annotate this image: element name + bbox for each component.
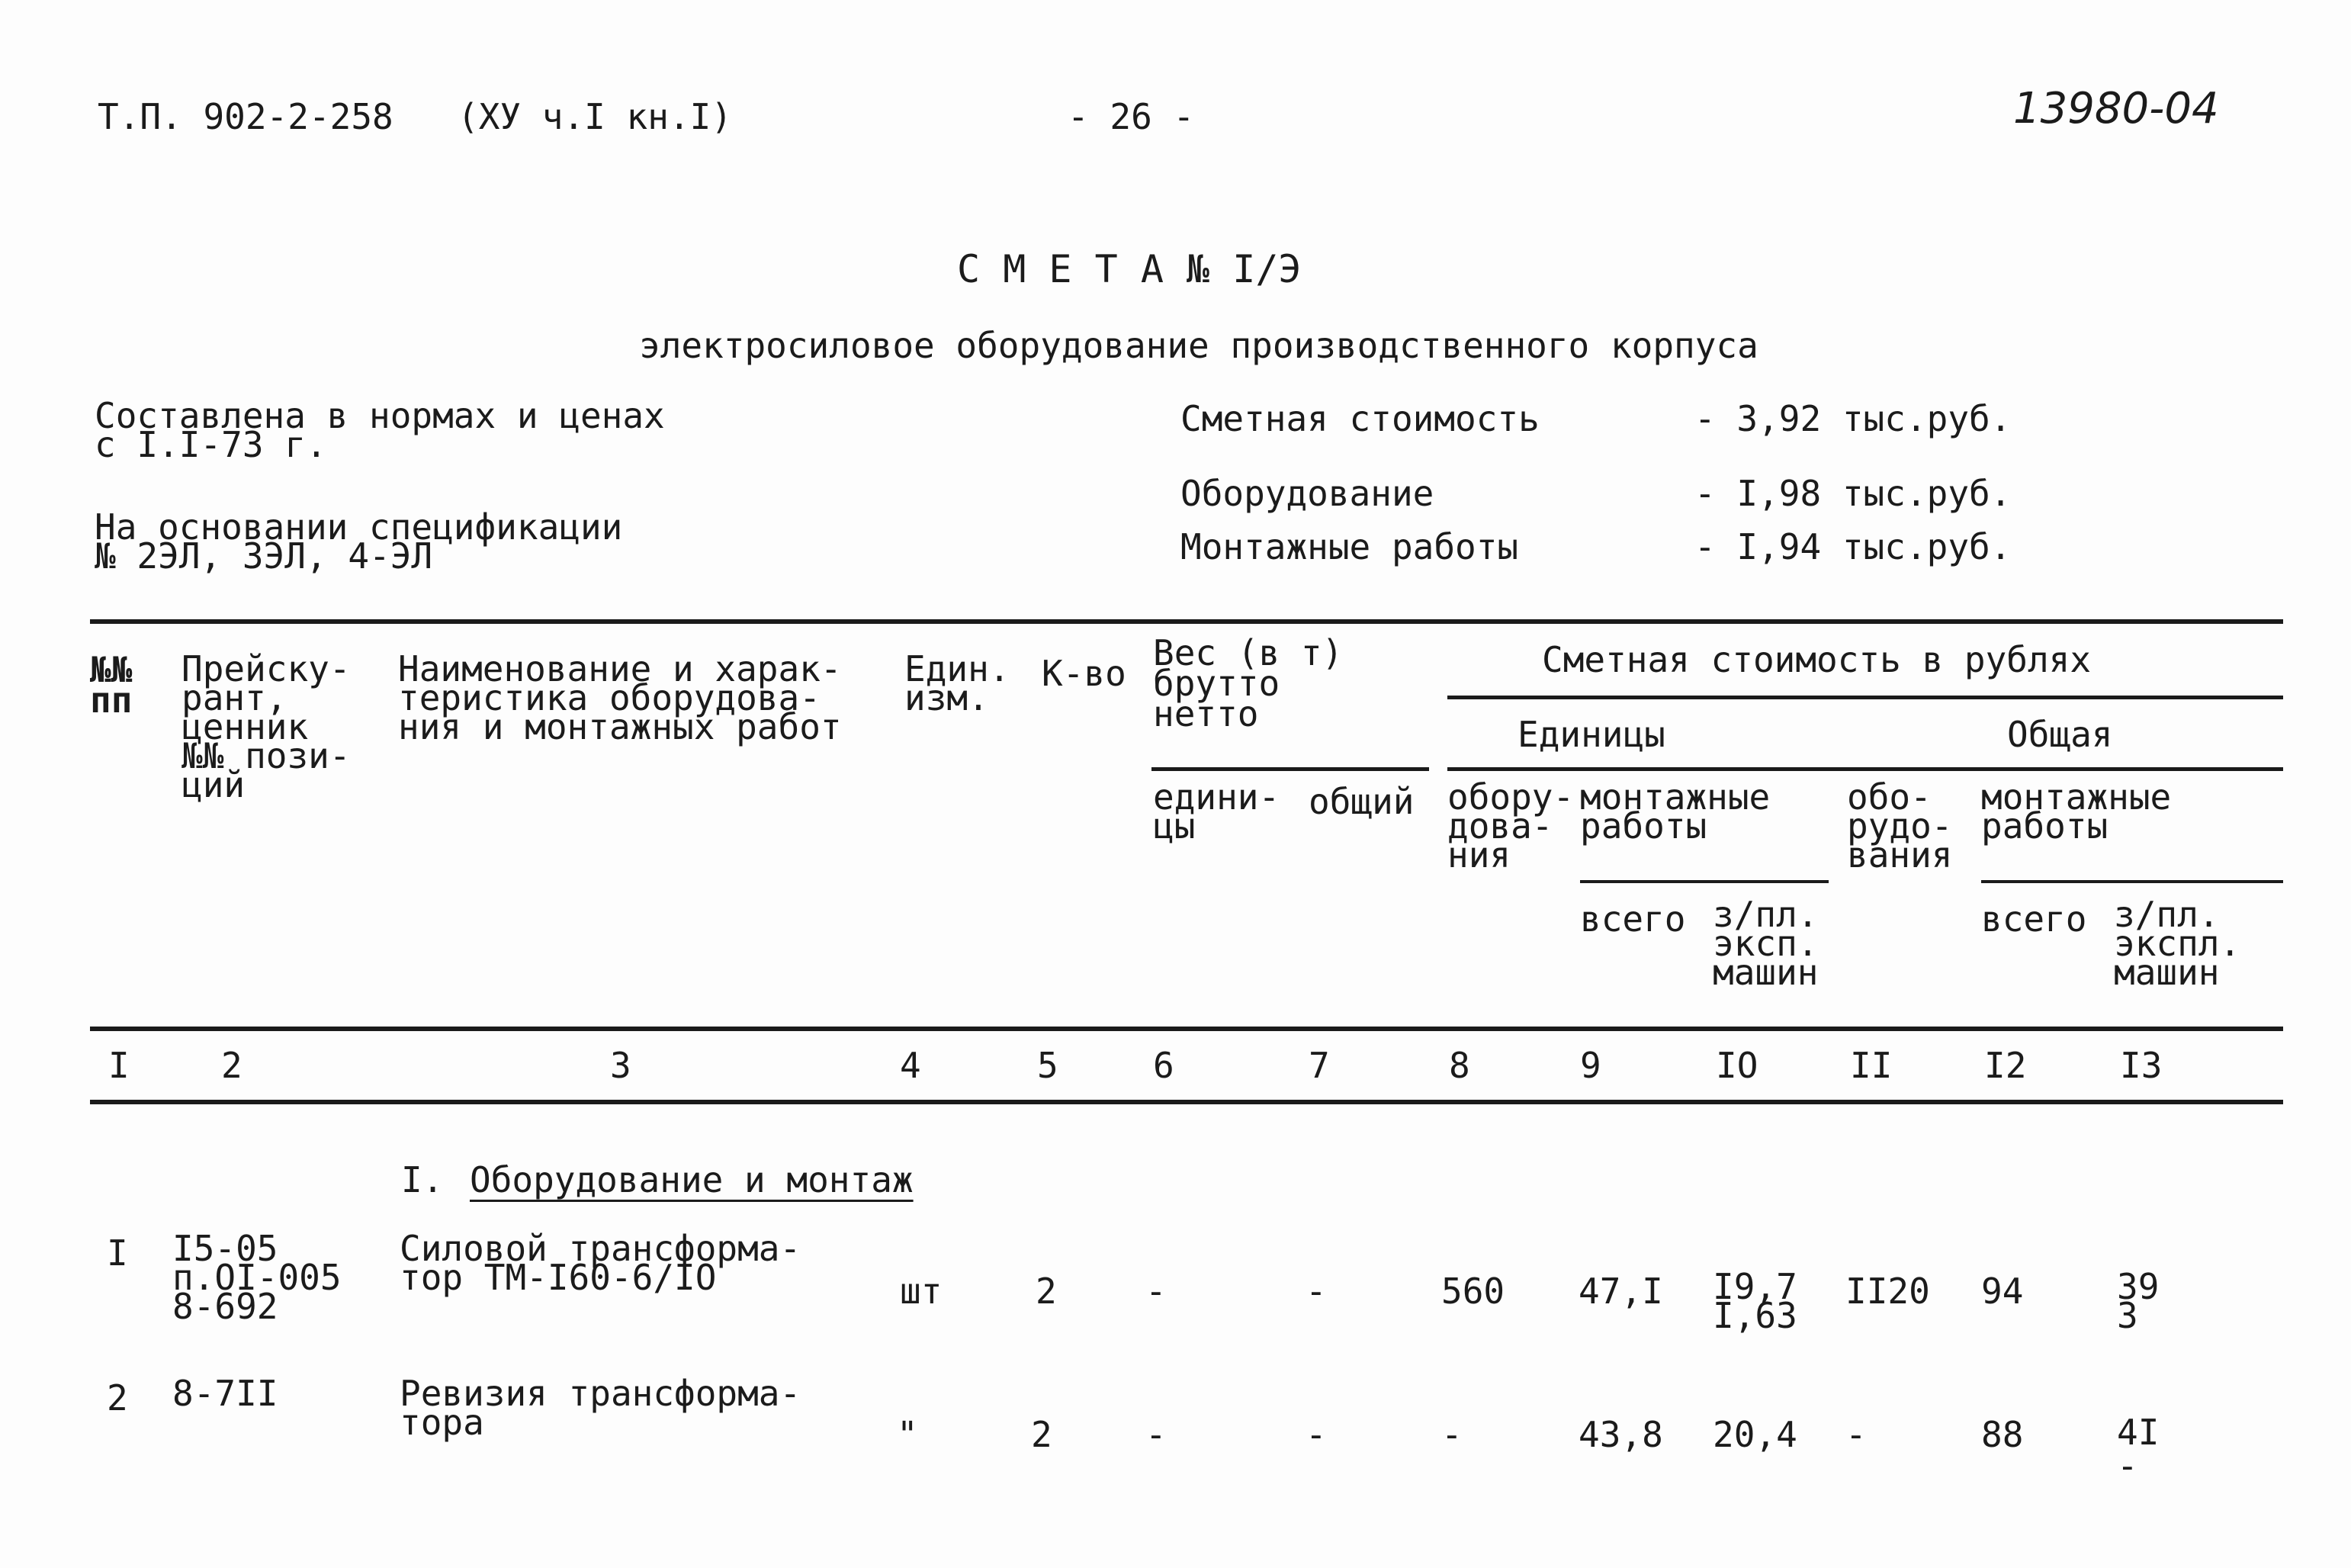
row-2-wage-total-cost: 4I - <box>2117 1412 2160 1486</box>
estimated-cost-value: - 3,92 тыс.руб. <box>1694 398 2012 439</box>
cost-subheader-divider <box>1447 767 2283 771</box>
mounting-unit-divider <box>1580 880 1829 883</box>
row-1-mounting-total-cost: 94 <box>1981 1271 2024 1312</box>
row-1-quantity: 2 <box>1036 1271 1057 1312</box>
row-1-weight-total: - <box>1306 1271 1327 1312</box>
row-2-equipment-unit-cost: - <box>1441 1414 1463 1455</box>
estimate-subtitle: электросиловое оборудование производственного корпуса <box>639 325 1758 366</box>
column-number: 4 <box>900 1045 921 1086</box>
header-weight-per-unit: едини- цы <box>1153 776 1280 847</box>
row-2-quantity: 2 <box>1031 1414 1052 1455</box>
row-1-price-code: I5-05 п.OI-005 8-692 <box>172 1228 342 1327</box>
header-estimated-cost: Сметная стоимость в рублях <box>1542 639 2092 680</box>
document-code: Т.П. 902-2-258 <box>98 96 393 137</box>
column-number: 3 <box>610 1045 631 1086</box>
header-equipment-total: обо- рудо- вания <box>1847 776 1953 876</box>
row-2-unit: " <box>897 1414 918 1455</box>
equipment-cost-value: - I,98 тыс.руб. <box>1694 473 2012 514</box>
row-2-mounting-unit-cost: 43,8 <box>1579 1414 1663 1455</box>
header-wage-total: з/пл. экспл. машин <box>2114 894 2241 993</box>
weight-header-divider <box>1151 767 1429 771</box>
page-number: - 26 - <box>1068 96 1195 137</box>
installation-cost-label: Монтажные работы <box>1180 526 1519 567</box>
row-1-mounting-unit-cost: 47,I <box>1579 1271 1663 1312</box>
header-weight: Вес (в т) брутто нетто <box>1153 632 1344 734</box>
row-2-name: Ревизия трансформа- тора <box>400 1373 801 1443</box>
volume-reference: (ХУ ч.I кн.I) <box>458 96 733 137</box>
column-number: 9 <box>1580 1045 1601 1086</box>
row-1-wage-total-cost: 39 3 <box>2117 1266 2160 1336</box>
header-item-name: Наименование и харак- теристика оборудова- ния и монтажных работ <box>398 648 842 747</box>
header-mounting-unit: монтажные работы <box>1580 776 1771 847</box>
estimate-title: С М Е Т А № I/Э <box>957 247 1302 291</box>
section-title: Оборудование и монтаж <box>470 1159 914 1200</box>
column-number: 6 <box>1153 1045 1174 1086</box>
specification-basis: На основании спецификации № 2ЭЛ, 3ЭЛ, 4-ЭЛ <box>95 506 623 577</box>
compiled-norms: Составлена в нормах и ценах с I.I-73 г. <box>95 395 665 465</box>
column-number: I <box>108 1045 130 1086</box>
row-1-name: Силовой трансформа- тор ТМ-I60-6/IO <box>400 1228 801 1298</box>
header-wage-unit: з/пл. эксп. машин <box>1713 894 1819 993</box>
header-mounting-all-unit: всего <box>1580 898 1686 940</box>
row-1-number: I <box>107 1232 128 1274</box>
column-number: 7 <box>1309 1045 1330 1086</box>
row-2-price-code: 8-7II <box>172 1373 278 1414</box>
section-number: I. <box>401 1159 444 1200</box>
row-1-unit: шт <box>900 1271 943 1312</box>
cost-header-divider <box>1447 696 2283 699</box>
column-numbers-rule <box>90 1100 2283 1104</box>
header-mounting-total: монтажные работы <box>1981 776 2172 847</box>
row-1-weight-unit: - <box>1145 1271 1167 1312</box>
row-2-wage-unit-cost: 20,4 <box>1713 1414 1797 1455</box>
column-number: I3 <box>2120 1045 2163 1086</box>
estimated-cost-label: Сметная стоимость <box>1180 398 1540 439</box>
table-top-rule <box>90 619 2283 624</box>
handwritten-inventory-number: 13980-04 <box>2013 84 2219 133</box>
row-2-equipment-total-cost: - <box>1845 1414 1867 1455</box>
row-1-equipment-total-cost: II20 <box>1845 1271 1930 1312</box>
header-row-number: №№ пп <box>90 649 133 721</box>
column-number: I2 <box>1984 1045 2027 1086</box>
row-2-number: 2 <box>107 1377 128 1419</box>
row-2-mounting-total-cost: 88 <box>1981 1414 2024 1455</box>
column-number: II <box>1850 1045 1893 1086</box>
column-number: 2 <box>221 1045 242 1086</box>
installation-cost-value: - I,94 тыс.руб. <box>1694 526 2012 567</box>
header-per-unit: Единицы <box>1518 714 1665 755</box>
header-unit: Един. изм. <box>904 648 1010 718</box>
row-1-equipment-unit-cost: 560 <box>1441 1271 1505 1312</box>
equipment-cost-label: Оборудование <box>1180 473 1434 514</box>
column-number: 5 <box>1037 1045 1058 1086</box>
mounting-total-divider <box>1981 880 2283 883</box>
header-total: Общая <box>2007 714 2113 755</box>
header-weight-total: общий <box>1309 781 1415 822</box>
row-2-weight-unit: - <box>1145 1414 1167 1455</box>
header-equipment-unit: обору- дова- ния <box>1447 776 1575 876</box>
row-2-weight-total: - <box>1306 1414 1327 1455</box>
row-1-wage-unit-cost: I9,7 I,63 <box>1713 1266 1797 1336</box>
header-quantity: К-во <box>1042 653 1126 694</box>
header-mounting-all-total: всего <box>1981 898 2087 940</box>
column-number: IO <box>1716 1045 1758 1086</box>
header-bottom-rule <box>90 1027 2283 1031</box>
column-number: 8 <box>1449 1045 1470 1086</box>
header-price-list: Прейску- рант, ценник №№ пози- ций <box>181 648 351 805</box>
